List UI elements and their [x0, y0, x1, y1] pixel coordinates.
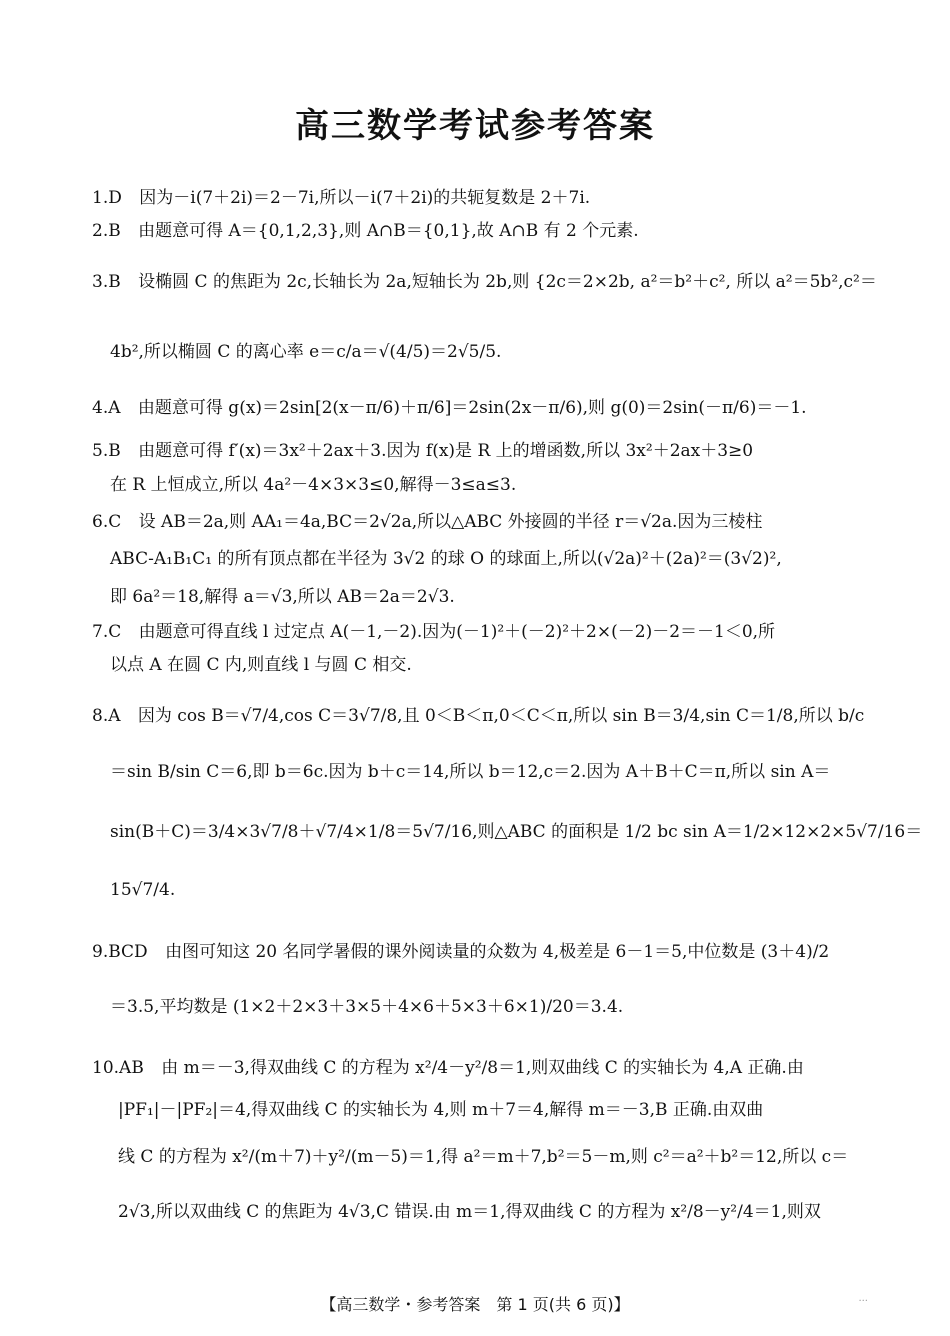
answer-text: ABC-A₁B₁C₁ 的所有顶点都在半径为 3√2 的球 O 的球面上,所以(√2a)²＋(2a)²＝(3√2)²,: [110, 549, 782, 569]
answer-text: 由 m＝－3,得双曲线 C 的方程为 x²/4－y²/8＝1,则双曲线 C 的实轴长为 4,A 正确.由: [161, 1058, 804, 1078]
answer-line: [118, 1145, 862, 1169]
answer-text: 15√7/4.: [110, 880, 176, 900]
answer-number: 1.D: [92, 188, 122, 208]
answer-text: 4b²,所以椭圆 C 的离心率 e＝c/a＝√(4/5)＝2√5/5.: [110, 342, 502, 362]
answer-line: [110, 820, 936, 844]
answer-line: [110, 995, 637, 1019]
page-title: 高三数学考试参考答案: [295, 106, 655, 146]
answer-text: 因为 cos B＝√7/4,cos C＝3√7/8,且 0＜B＜π,0＜C＜π,所以 sin B＝3/4,sin C＝1/8,所以 b/c: [137, 706, 865, 726]
answer-number: 5.B: [92, 441, 121, 461]
answer-line: [110, 653, 426, 677]
answer-line: [92, 270, 891, 294]
answer-line: [92, 620, 789, 644]
answer-number: 10.AB: [92, 1058, 144, 1078]
answer-line: [92, 1056, 818, 1080]
answer-line: [110, 473, 530, 497]
answer-line: [110, 585, 469, 609]
answer-text: 2√3,所以双曲线 C 的焦距为 4√3,C 错误.由 m＝1,得双曲线 C 的方程为 x²/8－y²/4＝1,则双: [118, 1202, 821, 1222]
answer-text: 由题意可得 A＝{0,1,2,3},则 A∩B＝{0,1},故 A∩B 有 2 个元素.: [138, 221, 639, 241]
answer-number: 9.BCD: [92, 942, 148, 962]
answer-text: ＝sin B/sin C＝6,即 b＝6c.因为 b＋c＝14,所以 b＝12,c＝2.因为 A＋B＋C＝π,所以 sin A＝: [110, 762, 831, 782]
answer-text: sin(B＋C)＝3/4×3√7/8＋√7/4×1/8＝5√7/16,则△ABC 的面积是 1/2 bc sin A＝1/2×12×2×5√7/16＝: [110, 822, 923, 842]
answer-text: 设椭圆 C 的焦距为 2c,长轴长为 2a,短轴长为 2b,则 {2c＝2×2b, a²＝b²＋c², 所以 a²＝5b²,c²＝: [138, 272, 877, 292]
answer-line: [92, 219, 653, 243]
answer-text: 设 AB＝2a,则 AA₁＝4a,BC＝2√2a,所以△ABC 外接圆的半径 r＝√2a.因为三棱柱: [138, 512, 763, 532]
answer-text: 以点 A 在圆 C 内,则直线 l 与圆 C 相交.: [110, 655, 412, 675]
answer-text: 由题意可得直线 l 过定点 A(－1,－2).因为(－1)²＋(－2)²＋2×(－2)－2＝－1＜0,所: [138, 622, 776, 642]
answer-text: 因为－i(7＋2i)＝2－7i,所以－i(7＋2i)的共轭复数是 2＋7i.: [139, 188, 591, 208]
answer-text: 即 6a²＝18,解得 a＝√3,所以 AB＝2a＝2√3.: [110, 587, 455, 607]
answer-number: 3.B: [92, 272, 121, 292]
answer-line: [92, 704, 878, 728]
answer-text: |PF₁|－|PF₂|＝4,得双曲线 C 的实轴长为 4,则 m＋7＝4,解得 m＝－3,B 正确.由双曲: [118, 1100, 764, 1120]
answer-number: 2.B: [92, 221, 121, 241]
answer-text: 由图可知这 20 名同学暑假的课外阅读量的众数为 4,极差是 6－1＝5,中位数是 (3＋4)/2: [165, 942, 830, 962]
answer-line: [110, 340, 515, 364]
answer-line: [118, 1200, 835, 1224]
answer-line: [92, 510, 776, 534]
answer-text: 线 C 的方程为 x²/(m＋7)＋y²/(m－5)＝1,得 a²＝m＋7,b²＝5－m,则 c²＝a²＋b²＝12,所以 c＝: [118, 1147, 849, 1167]
answer-line: [110, 760, 844, 784]
answer-line: [92, 396, 821, 420]
answer-line: [92, 940, 843, 964]
answer-number: 8.A: [92, 706, 121, 726]
answer-number: 4.A: [92, 398, 121, 418]
answer-text: 由题意可得 g(x)＝2sin[2(x－π/6)＋π/6]＝2sin(2x－π/6),则 g(0)＝2sin(－π/6)＝－1.: [137, 398, 807, 418]
answer-line: [92, 186, 604, 210]
answer-line: [110, 547, 796, 571]
page-footer: 【高三数学・参考答案 第 1 页(共 6 页)】: [320, 1295, 630, 1314]
corner-mark: ...: [858, 1293, 868, 1304]
answer-line: [92, 439, 767, 463]
answer-number: 7.C: [92, 622, 122, 642]
answer-text: 在 R 上恒成立,所以 4a²－4×3×3≤0,解得－3≤a≤3.: [110, 475, 517, 495]
answer-number: 6.C: [92, 512, 122, 532]
answer-line: [118, 1098, 777, 1122]
answer-text: ＝3.5,平均数是 (1×2＋2×3＋3×5＋4×6＋5×3＋6×1)/20＝3.4.: [110, 997, 624, 1017]
answer-line: [110, 878, 189, 902]
answer-text: 由题意可得 f′(x)＝3x²＋2ax＋3.因为 f(x)是 R 上的增函数,所以 3x²＋2ax＋3≥0: [138, 441, 754, 461]
